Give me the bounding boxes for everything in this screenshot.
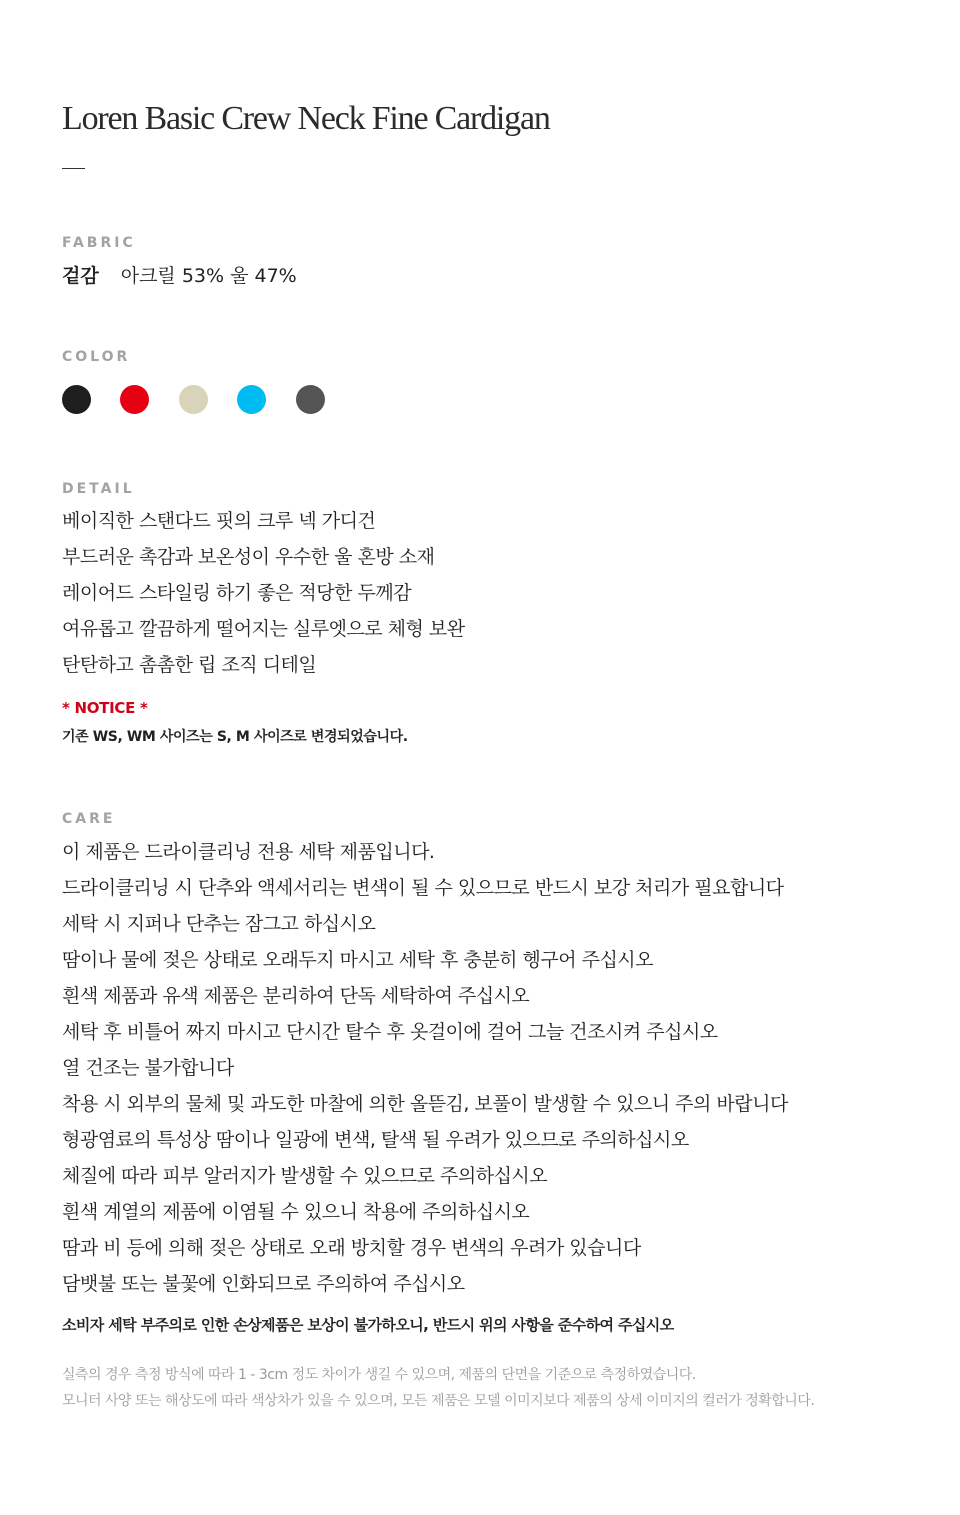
care-warning: 소비자 세탁 부주의로 인한 손상제품은 보상이 불가하오니, 반드시 위의 사항을 준수하여 주십시오 [62, 1316, 674, 1334]
detail-item: 부드러운 촉감과 보온성이 우수한 울 혼방 소재 [62, 546, 435, 568]
footnote-measurement: 실측의 경우 측정 방식에 따라 1 - 3cm 정도 차이가 생길 수 있으며, 제품의 단면을 기준으로 측정하였습니다. [62, 1367, 696, 1383]
detail-item: 레이어드 스타일링 하기 좋은 적당한 두께감 [62, 582, 412, 604]
fabric-composition: 아크릴 53% 울 47% [120, 265, 297, 287]
care-item: 착용 시 외부의 물체 및 과도한 마찰에 의한 올뜯김, 보풀이 발생할 수 있으니 주의 바랍니다 [62, 1093, 788, 1115]
care-item: 드라이클리닝 시 단추와 액세서리는 변색이 될 수 있으므로 반드시 보강 처리가 필요합니다 [62, 877, 784, 899]
detail-item: 탄탄하고 촘촘한 립 조직 디테일 [62, 654, 317, 676]
footnotes [62, 1362, 814, 1414]
care-item: 열 건조는 불가합니다 [62, 1057, 234, 1079]
product-title: Loren Basic Crew Neck Fine Cardigan [62, 100, 550, 137]
care-item: 세탁 시 지퍼나 단추는 잠그고 하십시오 [62, 913, 376, 935]
care-item: 이 제품은 드라이클리닝 전용 세탁 제품입니다. [62, 841, 435, 863]
notice-label: * NOTICE * [62, 699, 148, 717]
swatch-beige[interactable] [179, 385, 208, 414]
care-item: 땀과 비 등에 의해 젖은 상태로 오래 방치할 경우 변색의 우려가 있습니다 [62, 1237, 641, 1259]
footnote-color-accuracy: 모니터 사양 또는 해상도에 따라 색상차가 있을 수 있으며, 모든 제품은 모델 이미지보다 제품의 상세 이미지의 컬러가 정확합니다. [62, 1393, 815, 1409]
care-heading: CARE [62, 811, 116, 827]
fabric-heading: FABRIC [62, 235, 136, 251]
swatch-red[interactable] [120, 385, 149, 414]
care-item: 흰색 계열의 제품에 이염될 수 있으니 착용에 주의하십시오 [62, 1201, 530, 1223]
care-item: 세탁 후 비틀어 짜지 마시고 단시간 탈수 후 옷걸이에 걸어 그늘 건조시켜 주십시오 [62, 1021, 718, 1043]
fabric-part-label: 겉감 [62, 265, 99, 287]
title-divider [62, 168, 85, 169]
detail-heading: DETAIL [62, 481, 135, 497]
care-item: 흰색 제품과 유색 제품은 분리하여 단독 세탁하여 주십시오 [62, 985, 530, 1007]
swatch-sky-blue[interactable] [237, 385, 266, 414]
care-item: 형광염료의 특성상 땀이나 일광에 변색, 탈색 될 우려가 있으므로 주의하십시오 [62, 1129, 689, 1151]
swatch-black[interactable] [62, 385, 91, 414]
swatch-charcoal[interactable] [296, 385, 325, 414]
care-item: 땀이나 물에 젖은 상태로 오래두지 마시고 세탁 후 충분히 헹구어 주십시오 [62, 949, 654, 971]
color-heading: COLOR [62, 349, 131, 365]
care-list [62, 834, 788, 1302]
notice-text: 기존 WS, WM 사이즈는 S, M 사이즈로 변경되었습니다. [62, 729, 408, 745]
fabric-row [62, 264, 297, 288]
detail-item: 여유롭고 깔끔하게 떨어지는 실루엣으로 체형 보완 [62, 618, 465, 640]
detail-item: 베이직한 스탠다드 핏의 크루 넥 가디건 [62, 510, 376, 532]
care-item: 체질에 따라 피부 알러지가 발생할 수 있으므로 주의하십시오 [62, 1165, 548, 1187]
detail-list [62, 503, 465, 683]
care-item: 담뱃불 또는 불꽃에 인화되므로 주의하여 주십시오 [62, 1273, 465, 1295]
